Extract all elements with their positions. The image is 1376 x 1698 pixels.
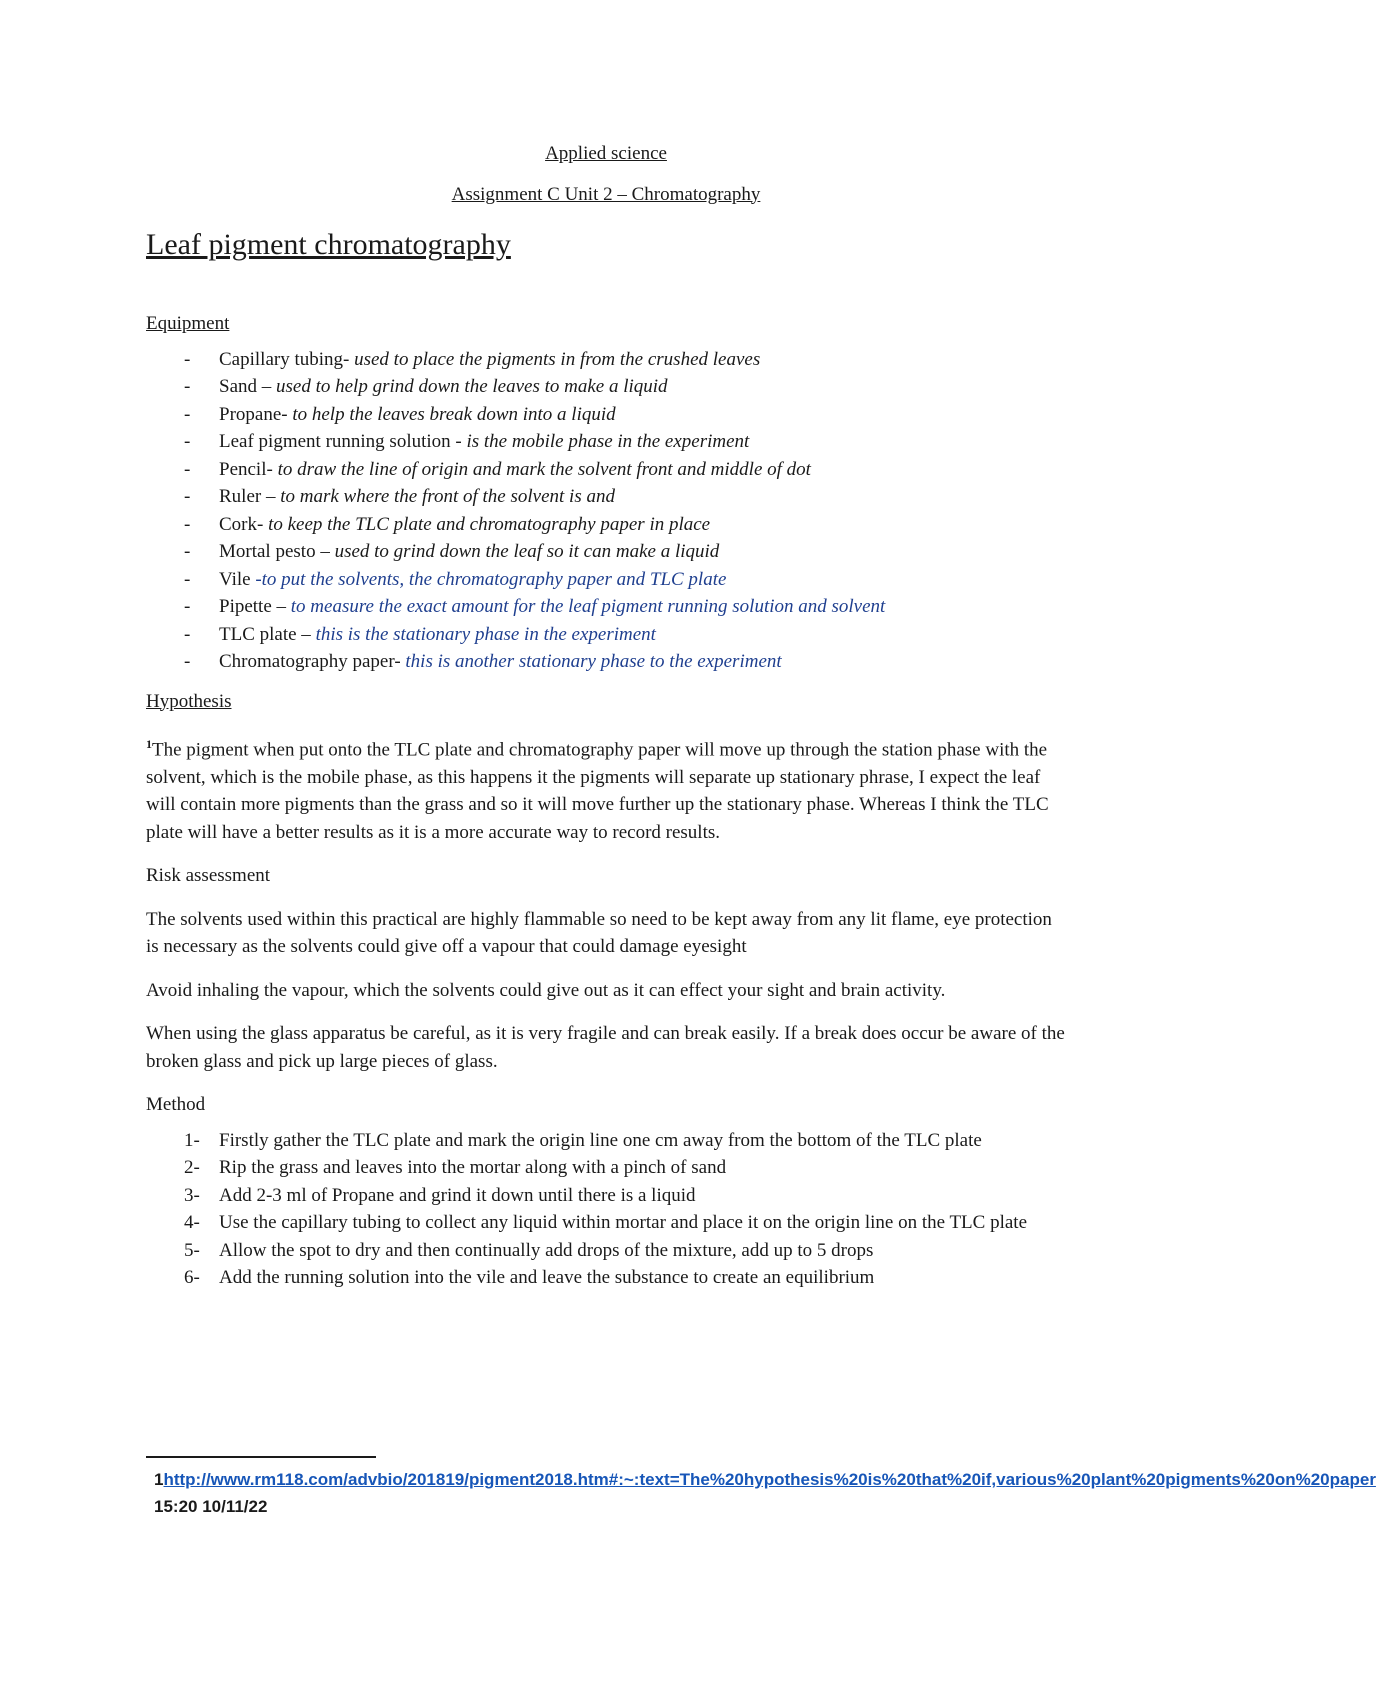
list-item — [146, 566, 1066, 594]
equipment-description: this is another stationary phase to the experiment — [405, 651, 782, 672]
list-bullet: - — [184, 596, 191, 617]
method-step — [146, 1182, 1066, 1210]
equipment-name: Leaf pigment running solution - — [219, 431, 467, 452]
method-step — [146, 1127, 1066, 1155]
step-text: Firstly gather the TLC plate and mark the origin line one cm away from the bottom of the TLC plate — [219, 1129, 982, 1151]
hypothesis-text: The pigment when put onto the TLC plate and chromatography paper will move up through the station phase with the solvent, which is the mobile phase, as this happens it the pigments will separate up stationary phrase, I expect the leaf will contain more pigments than the grass and so it will move further up the stationary phase. Whereas I think the TLC plate will have a better results as it is a more accurate way to record results. — [146, 739, 1049, 843]
list-item — [146, 346, 1066, 374]
equipment-name: Capillary tubing- — [219, 348, 355, 370]
equipment-description: is the mobile phase in the experiment — [466, 431, 750, 452]
equipment-description: to mark where the front of the solvent is and — [280, 486, 615, 507]
hypothesis-paragraph — [146, 731, 1066, 846]
equipment-description: to measure the exact amount for the leaf pigment running solution and solvent — [290, 596, 886, 617]
equipment-name: Pencil- — [219, 458, 278, 480]
risk-paragraph-3: When using the glass apparatus be careful, as it is very fragile and can break easily. If a break does occur be aware of the broken glass and pick up large pieces of glass. — [146, 1023, 1065, 1072]
list-bullet: - — [184, 403, 191, 425]
method-step — [146, 1209, 1066, 1237]
equipment-description: used to grind down the leaf so it can make a liquid — [334, 541, 720, 562]
method-step — [146, 1264, 1066, 1292]
equipment-name: Pipette – — [219, 596, 291, 617]
step-number: 4- — [184, 1212, 200, 1234]
list-bullet: - — [184, 376, 191, 397]
step-text: Add 2-3 ml of Propane and grind it down until there is a liquid — [219, 1184, 696, 1206]
list-item — [146, 538, 1066, 566]
method-heading: Method — [146, 1094, 206, 1116]
list-bullet: - — [184, 651, 191, 672]
document-body — [146, 140, 1066, 1292]
footnote-separator — [146, 1456, 376, 1458]
step-text: Allow the spot to dry and then continually add drops of the mixture, add up to 5 drops — [219, 1239, 874, 1261]
equipment-list — [146, 346, 1066, 676]
step-number: 3- — [184, 1184, 200, 1206]
footnote-link[interactable]: http://www.rm118.com/advbio/201819/pigment2018.htm#:~:text=The%20hypothesis%20is%20that%20if,various%20plant%20pigments%20on%20paper — [163, 1470, 1376, 1489]
equipment-name: Chromatography paper- — [219, 651, 406, 672]
risk-heading: Risk assessment — [146, 865, 271, 887]
page-title: Leaf pigment chromatography — [146, 228, 511, 261]
list-item — [146, 428, 1066, 456]
step-number: 1- — [184, 1129, 200, 1151]
list-bullet: - — [184, 486, 191, 507]
list-item — [146, 621, 1066, 649]
list-bullet: - — [184, 541, 191, 562]
method-list — [146, 1127, 1066, 1292]
list-item — [146, 373, 1066, 401]
equipment-description: -to put the solvents, the chromatography paper and TLC plate — [255, 568, 727, 590]
list-bullet: - — [184, 348, 191, 370]
equipment-description: used to place the pigments in from the crushed leaves — [354, 348, 761, 370]
step-text: Use the capillary tubing to collect any liquid within mortar and place it on the origin line on the TLC plate — [219, 1212, 1028, 1234]
equipment-description: used to help grind down the leaves to make a liquid — [276, 376, 668, 397]
assignment-heading: Assignment C Unit 2 – Chromatography — [451, 183, 761, 205]
list-item — [146, 483, 1066, 511]
list-bullet: - — [184, 623, 191, 645]
footnote-number: 1 — [154, 1470, 164, 1489]
equipment-heading: Equipment — [146, 313, 230, 334]
equipment-name: Mortal pesto – — [219, 541, 335, 562]
footnote-ref[interactable]: 1 — [146, 737, 152, 751]
step-number: 5- — [184, 1239, 200, 1261]
equipment-name: TLC plate – — [219, 623, 316, 645]
list-bullet: - — [184, 458, 191, 480]
equipment-name: Cork- — [219, 513, 269, 535]
risk-paragraph-1: The solvents used within this practical are highly flammable so need to be kept away from any lit flame, eye protection is necessary as the solvents could give off a vapour that could damage eyesight — [146, 908, 1052, 958]
equipment-name: Ruler – — [219, 486, 281, 507]
hypothesis-heading: Hypothesis — [146, 690, 232, 712]
list-item — [146, 648, 1066, 676]
risk-paragraph-2: Avoid inhaling the vapour, which the solvents could give out as it can effect your sight and brain activity. — [146, 979, 946, 1001]
step-number: 2- — [184, 1157, 200, 1179]
equipment-name: Propane- — [219, 403, 293, 425]
footnote — [154, 1466, 1376, 1520]
equipment-description: to keep the TLC plate and chromatography paper in place — [268, 513, 711, 535]
step-text: Rip the grass and leaves into the mortar along with a pinch of sand — [219, 1157, 727, 1179]
list-bullet: - — [184, 431, 191, 452]
method-step — [146, 1154, 1066, 1182]
footnote-timestamp: 15:20 10/11/22 — [154, 1497, 268, 1516]
list-item — [146, 593, 1066, 621]
list-item — [146, 401, 1066, 429]
list-item — [146, 511, 1066, 539]
equipment-description: to help the leaves break down into a liquid — [292, 403, 616, 425]
equipment-name: Vile — [219, 568, 256, 590]
subject-heading: Applied science — [545, 143, 667, 164]
list-bullet: - — [184, 568, 191, 590]
method-step — [146, 1237, 1066, 1265]
equipment-description: this is the stationary phase in the experiment — [315, 623, 656, 645]
equipment-name: Sand – — [219, 376, 276, 397]
equipment-description: to draw the line of origin and mark the solvent front and middle of dot — [277, 458, 811, 480]
list-bullet: - — [184, 513, 191, 535]
step-text: Add the running solution into the vile and leave the substance to create an equilibrium — [219, 1267, 875, 1289]
step-number: 6- — [184, 1267, 200, 1289]
list-item — [146, 456, 1066, 484]
